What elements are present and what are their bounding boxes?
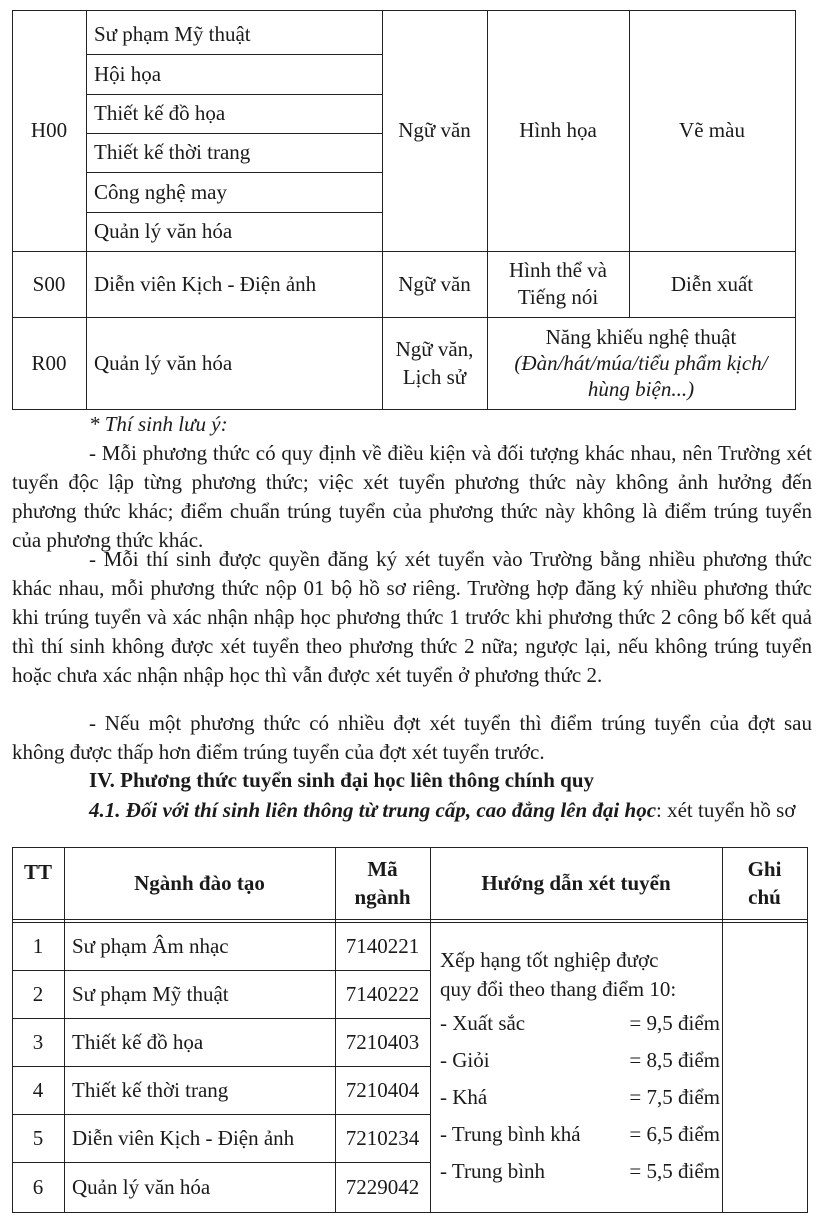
grade-value: = 8,5 điểm — [629, 1048, 720, 1072]
list-item — [440, 1079, 720, 1116]
h00-major-6: Quản lý văn hóa — [94, 219, 233, 243]
grade-value: = 5,5 điểm — [629, 1159, 720, 1183]
grade-value: = 6,5 điểm — [629, 1122, 720, 1146]
notes-paragraph-3: - Nếu một phương thức có nhiều đợt xét tuyển thì điểm trúng tuyển của đợt sau không được thấp hơn điểm trúng tuyển của đợt xét tuyển trước. — [12, 711, 812, 764]
grade-label: - Trung bình — [440, 1159, 546, 1183]
row-code: 7229042 — [345, 1174, 420, 1199]
section-4-1-rest: : xét tuyển hồ sơ — [656, 798, 796, 822]
grade-label: - Xuất sắc — [440, 1011, 526, 1035]
r00-subject-1-line2: Lịch sử — [402, 365, 467, 389]
row-tt: 5 — [32, 1125, 44, 1150]
s00-major: Diễn viên Kịch - Điện ảnh — [94, 271, 317, 296]
grade-label: - Trung bình khá — [440, 1122, 581, 1146]
s00-subject-2-line1: Hình thể và — [509, 258, 607, 282]
header-note — [722, 847, 807, 919]
r00-subject-2-line2: (Đàn/hát/múa/tiểu phẩm kịch/ — [514, 351, 768, 375]
r00-major: Quản lý văn hóa — [94, 350, 233, 375]
s00-code: S00 — [32, 271, 66, 296]
notes-paragraph-2: - Mỗi thí sinh được quyền đăng ký xét tuyển vào Trường bằng nhiều phương thức khác nhau, mỗi phương thức nộp 01 bộ hồ sơ riêng. Trường hợp đăng ký nhiều phương thức khi trúng tuyển và xác nhận nhập học phương thức 1 trước khi phương thức 2 công bố kết quả thì thí sinh không được xét tuyển theo phương thức 2 nữa; ngược lại, nếu không trúng tuyển hoặc chưa xác nhận nhập học thì vẫn được xét tuyển ở phương thức 2. — [12, 547, 812, 687]
s00-subject-2-line2: Tiếng nói — [517, 285, 599, 309]
h00-major-1: Sư phạm Mỹ thuật — [94, 21, 251, 46]
row-tt: 3 — [32, 1029, 44, 1054]
row-tt: 2 — [32, 981, 44, 1006]
header-note-line1: Ghi — [747, 857, 782, 881]
row-major: Quản lý văn hóa — [72, 1174, 211, 1199]
header-guide: Hướng dẫn xét tuyển — [481, 870, 671, 895]
row-major: Sư phạm Mỹ thuật — [72, 981, 229, 1006]
section-4-1-paragraph — [12, 796, 812, 825]
grade-conversion-list — [440, 1005, 720, 1190]
r00-subject-2 — [487, 317, 795, 409]
row-code: 7210403 — [345, 1029, 420, 1054]
h00-major-5: Công nghệ may — [94, 179, 227, 204]
row-code: 7140222 — [345, 981, 420, 1006]
grade-value: = 9,5 điểm — [629, 1011, 720, 1035]
s00-subject-3: Diễn xuất — [670, 271, 754, 296]
row-code: 7140221 — [345, 933, 420, 958]
list-item — [440, 1042, 720, 1079]
row-major: Thiết kế thời trang — [72, 1077, 229, 1102]
s00-subject-1: Ngữ văn — [398, 271, 471, 296]
row-tt: 1 — [32, 933, 44, 958]
header-note-line2: chú — [748, 885, 781, 909]
row-major: Sư phạm Âm nhạc — [72, 933, 229, 958]
h00-major-2: Hội họa — [94, 61, 162, 86]
row-major: Diễn viên Kịch - Điện ảnh — [72, 1125, 295, 1150]
section-4-1-title: 4.1. Đối với thí sinh liên thông từ trung cấp, cao đẳng lên đại học — [89, 798, 657, 822]
header-code-line1: Mã — [367, 857, 398, 881]
h00-major-3: Thiết kế đồ họa — [94, 101, 226, 125]
h00-subject-3: Vẽ màu — [679, 118, 745, 142]
guide-line-2: quy đổi theo thang điểm 10: — [440, 977, 677, 1001]
r00-code: R00 — [31, 350, 67, 375]
row-tt: 6 — [32, 1174, 44, 1199]
r00-subject-1 — [382, 317, 487, 409]
section-4-heading: IV. Phương thức tuyển sinh đại học liên thông chính quy — [89, 768, 595, 792]
h00-subject-2: Hình họa — [519, 118, 597, 142]
grade-label: - Giỏi — [440, 1048, 490, 1072]
row-code: 7210234 — [345, 1125, 420, 1150]
grade-value: = 7,5 điểm — [629, 1085, 720, 1109]
header-code-line2: ngành — [354, 885, 411, 909]
h00-subject-1: Ngữ văn — [398, 118, 471, 142]
list-item — [440, 1005, 720, 1042]
header-code — [335, 847, 430, 919]
guide-intro — [440, 946, 720, 1004]
guide-line-1: Xếp hạng tốt nghiệp được — [440, 948, 659, 972]
notes-paragraph-1: - Mỗi phương thức có quy định về điều kiện và đối tượng khác nhau, nên Trường xét tuyển độc lập từng phương thức; việc xét tuyển phương thức này không ảnh hưởng đến phương thức khác; điểm chuẩn trúng tuyển của phương thức này không là điểm trúng tuyển của phương thức khác. — [12, 441, 812, 552]
h00-major-4: Thiết kế thời trang — [94, 140, 251, 164]
r00-subject-2-line1: Năng khiếu nghệ thuật — [545, 325, 737, 349]
s00-subject-2 — [487, 251, 629, 317]
row-tt: 4 — [32, 1077, 44, 1102]
row-code: 7210404 — [345, 1077, 420, 1102]
header-major: Ngành đào tạo — [134, 870, 265, 895]
r00-subject-1-line1: Ngữ văn, — [395, 337, 474, 361]
list-item — [440, 1153, 720, 1190]
notes-heading: * Thí sinh lưu ý: — [89, 412, 228, 436]
row-major: Thiết kế đồ họa — [72, 1029, 204, 1054]
list-item — [440, 1116, 720, 1153]
r00-subject-2-line3: hùng biện...) — [587, 377, 695, 401]
h00-code: H00 — [30, 118, 68, 142]
grade-label: - Khá — [440, 1085, 488, 1109]
header-tt: TT — [23, 859, 52, 884]
